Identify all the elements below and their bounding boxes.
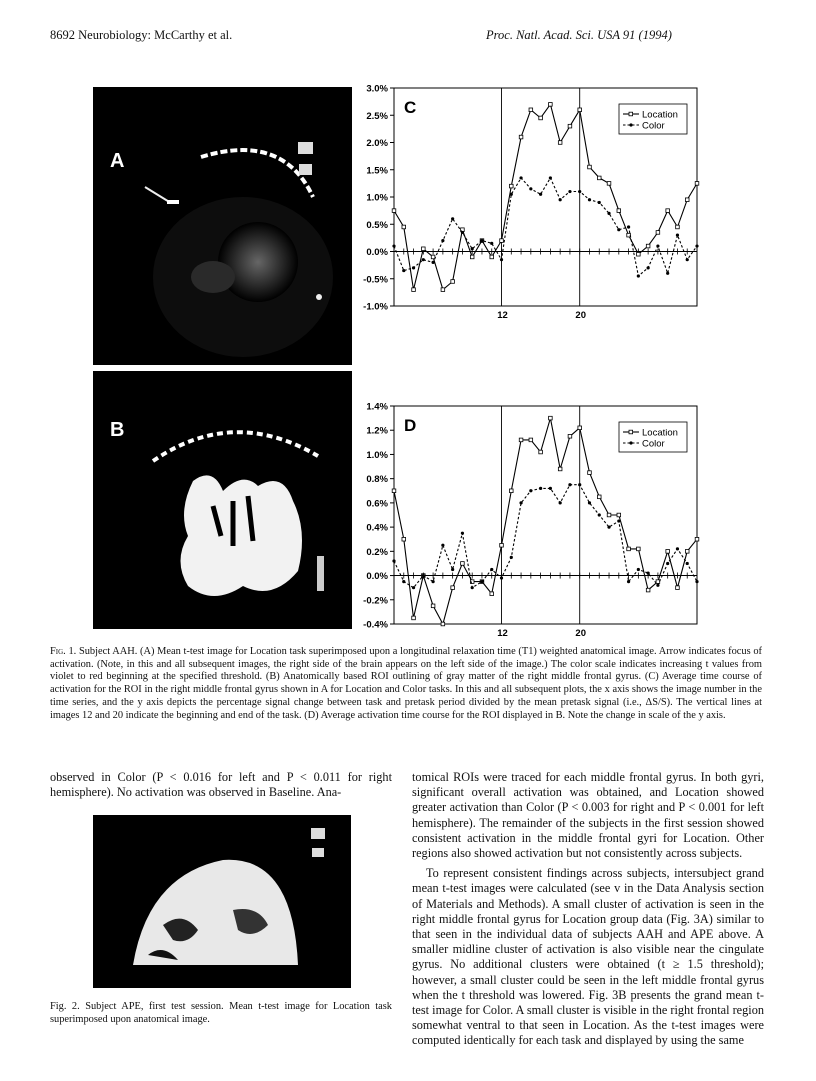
data-point-color (617, 519, 620, 522)
data-point-color (471, 247, 474, 250)
data-point-color (598, 513, 601, 516)
fig1-panel-b-image (93, 371, 352, 629)
legend-label: Color (642, 438, 665, 450)
data-point-location (490, 592, 494, 596)
data-point-color (480, 239, 483, 242)
y-tick-label: -0.4% (363, 619, 388, 631)
data-point-color (529, 187, 532, 190)
data-point-location (392, 489, 396, 493)
data-point-location (509, 184, 513, 188)
data-point-location (470, 255, 474, 259)
data-point-location (676, 586, 680, 590)
data-point-color (431, 580, 434, 583)
data-point-location (627, 547, 631, 551)
data-point-color (539, 193, 542, 196)
legend-marker (629, 123, 632, 126)
data-point-location (500, 239, 504, 243)
data-point-color (490, 568, 493, 571)
data-point-location (685, 198, 689, 202)
data-point-location (549, 103, 553, 107)
data-point-location (529, 438, 533, 442)
left-column (50, 770, 392, 800)
data-point-color (656, 244, 659, 247)
data-point-location (412, 616, 416, 620)
y-tick-label: 1.5% (366, 165, 388, 177)
legend-label: Color (642, 120, 665, 132)
data-point-location (558, 141, 562, 145)
series-line-color (394, 178, 697, 276)
data-point-color (529, 489, 532, 492)
y-tick-label: 0.6% (366, 498, 388, 510)
data-point-color (519, 176, 522, 179)
data-point-location (578, 426, 582, 430)
data-point-color (549, 487, 552, 490)
data-point-location (656, 231, 660, 235)
data-point-location (695, 182, 699, 186)
y-tick-label: 0.0% (366, 571, 388, 583)
x-tick-label: 20 (575, 310, 586, 321)
x-tick-label: 20 (575, 628, 586, 639)
data-point-location (646, 588, 650, 592)
data-point-color (392, 244, 395, 247)
y-tick-label: 3.0% (366, 83, 388, 95)
fig1-caption-text: Subject AAH. (A) Mean t-test image for Location task superimposed upon a longitudinal relaxation time (T1) weighted anatomical image. Arrow indicates focus of activation. (Note, in this and all subsequent images, the right side of the brain appears on the left side of the image.) The color scale indicates increasing t values from violet to red beginning at the specified threshold. (B) Anatomically based ROI outlining of gray matter of the right middle frontal gyrus. (C) Average time course of activation for the ROI in the right middle frontal gyrus shown in A for Location and Color tasks. In this and all subsequent plots, the x axis shows the image number in the time series, and the y axis depicts the percentage signal change between task and pretask period divided by the mean pretask signal (i.e., ΔS/S). The vertical lines at images 12 and 20 indicate the beginning and end of the task. (D) Average activation time course for the ROI displayed in B. Note the change in scale of the y axis. (50, 646, 762, 721)
fig1-panel-d-chart (352, 396, 722, 645)
y-tick-label: 0.4% (366, 522, 388, 534)
data-point-location (412, 288, 416, 292)
data-point-color (647, 266, 650, 269)
data-point-color (598, 201, 601, 204)
y-tick-label: 0.0% (366, 247, 388, 258)
fig2-image (93, 815, 351, 988)
data-point-color (647, 572, 650, 575)
y-tick-label: 1.0% (366, 449, 388, 461)
data-point-location (666, 209, 670, 213)
data-point-color (539, 487, 542, 490)
data-point-location (588, 165, 592, 169)
mri-slice-a (93, 87, 352, 365)
data-point-color (568, 190, 571, 193)
data-point-location (597, 176, 601, 180)
data-point-color (549, 176, 552, 179)
data-point-location (637, 252, 641, 256)
data-point-location (588, 471, 592, 475)
data-point-location (539, 116, 543, 120)
legend-marker (629, 441, 632, 444)
data-point-location (509, 489, 513, 493)
data-point-location (519, 135, 523, 139)
data-point-location (431, 255, 435, 259)
x-tick-label: 12 (497, 628, 508, 639)
data-point-color (637, 274, 640, 277)
data-point-color (510, 193, 513, 196)
data-point-location (666, 550, 670, 554)
data-point-color (666, 562, 669, 565)
data-point-color (451, 568, 454, 571)
data-point-location (451, 280, 455, 284)
data-point-color (500, 576, 503, 579)
data-point-color (686, 258, 689, 261)
data-point-location (637, 547, 641, 551)
data-point-location (529, 108, 533, 112)
data-point-color (559, 198, 562, 201)
right-column (412, 770, 764, 1049)
data-point-color (607, 526, 610, 529)
data-point-color (402, 269, 405, 272)
fig1-panel-a-image (93, 87, 352, 365)
data-point-location (519, 438, 523, 442)
data-point-color (588, 501, 591, 504)
data-point-color (510, 556, 513, 559)
y-tick-label: -0.2% (363, 595, 388, 607)
series-line-color (394, 485, 697, 588)
data-point-color (500, 258, 503, 261)
data-point-color (412, 586, 415, 589)
data-point-location (607, 182, 611, 186)
data-point-location (402, 537, 406, 541)
data-point-location (685, 550, 689, 554)
fig2-caption-text: Subject APE, first test session. Mean t-test image for Location task superimposed upon anatomical image. (50, 1001, 392, 1025)
data-point-color (568, 483, 571, 486)
data-point-color (480, 580, 483, 583)
fig2-caption (50, 1001, 392, 1027)
data-point-location (646, 244, 650, 248)
data-point-color (686, 562, 689, 565)
panel-label-a: A (110, 150, 125, 172)
data-point-color (637, 568, 640, 571)
data-point-color (422, 574, 425, 577)
data-point-location (568, 434, 572, 438)
data-point-color (461, 532, 464, 535)
fig2-caption-lead: Fig. 2. (50, 1001, 80, 1012)
data-point-color (441, 544, 444, 547)
chart-d-svg (352, 396, 722, 640)
data-point-location (617, 513, 621, 517)
data-point-location (578, 108, 582, 112)
y-tick-label: -0.5% (363, 274, 388, 286)
data-point-location (461, 562, 465, 566)
right-col-paragraph-1: tomical ROIs were traced for each middle frontal gyrus. In both gyri, significant overall activation was obtained, and Location showed greater activation than Color (P < 0.003 for right and P < 0.001 for left hemisphere). The remainder of the subjects in the first session showed consistent activation in the middle frontal gyri for Location. Other regions also showed activation but not consistently across subjects. (412, 770, 764, 861)
data-point-location (617, 209, 621, 213)
y-tick-label: 2.5% (366, 110, 388, 122)
data-point-color (402, 580, 405, 583)
data-point-color (412, 266, 415, 269)
data-point-location (695, 537, 699, 541)
data-point-color (451, 217, 454, 220)
data-point-color (588, 198, 591, 201)
data-point-location (402, 225, 406, 229)
panel-label: C (404, 98, 417, 117)
fig1-panel-c-chart (352, 80, 722, 337)
data-point-location (607, 513, 611, 517)
data-point-location (422, 247, 426, 251)
data-point-color (559, 501, 562, 504)
data-point-location (441, 622, 445, 626)
data-point-color (666, 272, 669, 275)
y-tick-label: 0.2% (366, 546, 388, 558)
y-tick-label: 0.5% (366, 219, 388, 231)
data-point-location (392, 209, 396, 213)
legend-marker (629, 112, 633, 116)
data-point-color (695, 580, 698, 583)
fig1-caption (50, 646, 762, 722)
y-tick-label: 1.2% (366, 425, 388, 437)
data-point-location (549, 416, 553, 420)
mri-slice-b (93, 371, 352, 629)
data-point-color (656, 584, 659, 587)
legend-marker (629, 430, 633, 434)
data-point-location (490, 255, 494, 259)
data-point-location (431, 604, 435, 608)
legend-label: Location (642, 427, 678, 439)
data-point-location (451, 586, 455, 590)
chart-c-svg (352, 80, 722, 332)
panel-label-b: B (110, 419, 125, 441)
data-point-location (441, 288, 445, 292)
running-header-right: Proc. Natl. Acad. Sci. USA 91 (1994) (486, 28, 672, 42)
data-point-color (441, 239, 444, 242)
data-point-color (471, 586, 474, 589)
mri-slice-fig2 (93, 815, 351, 988)
y-tick-label: -1.0% (363, 301, 388, 313)
data-point-color (676, 547, 679, 550)
data-point-color (627, 580, 630, 583)
data-point-color (392, 559, 395, 562)
data-point-color (578, 190, 581, 193)
y-tick-label: 2.0% (366, 138, 388, 149)
y-tick-label: 1.4% (366, 401, 388, 413)
data-point-color (461, 231, 464, 234)
y-tick-label: 1.0% (366, 192, 388, 204)
data-point-location (676, 225, 680, 229)
data-point-color (422, 258, 425, 261)
left-col-paragraph: observed in Color (P < 0.016 for left and P < 0.011 for right hemisphere). No activation was observed in Baseline. Ana- (50, 770, 392, 800)
data-point-location (539, 450, 543, 454)
data-point-color (695, 244, 698, 247)
panel-label: D (404, 416, 417, 435)
data-point-color (617, 228, 620, 231)
legend-label: Location (642, 109, 678, 121)
data-point-color (578, 483, 581, 486)
data-point-color (431, 261, 434, 264)
data-point-color (607, 212, 610, 215)
data-point-color (519, 501, 522, 504)
y-tick-label: 0.8% (366, 474, 388, 486)
running-header-left: 8692 Neurobiology: McCarthy et al. (50, 28, 233, 42)
data-point-location (568, 124, 572, 128)
data-point-location (500, 543, 504, 547)
data-point-color (627, 225, 630, 228)
data-point-color (490, 242, 493, 245)
x-tick-label: 12 (497, 310, 508, 321)
data-point-location (597, 495, 601, 499)
right-col-paragraph-2: To represent consistent findings across subjects, intersubject grand mean t-test images were calculated (see v in the Data Analysis section of Materials and Methods). A small cluster of activation is seen in the right middle frontal gyrus for Location group data (Fig. 3A) similar to that seen in the individual data of subjects AAH and APE above. A smaller midline cluster of activation is also visible near the cingulate gyrus. No additional clusters were obtained (t ≥ 1.5 threshold); however, a small cluster could be seen in the left middle frontal gyrus when the t threshold was lowered. Fig. 3B presents the grand mean t-test image for Color. A small cluster is visible in the right frontal region somewhat ventral to that seen in Location. As the t-test images were computed identically for each task and displayed by using the same (412, 866, 764, 1048)
data-point-color (676, 234, 679, 237)
fig1-caption-lead: Fig. 1. (50, 646, 77, 657)
data-point-location (558, 467, 562, 471)
